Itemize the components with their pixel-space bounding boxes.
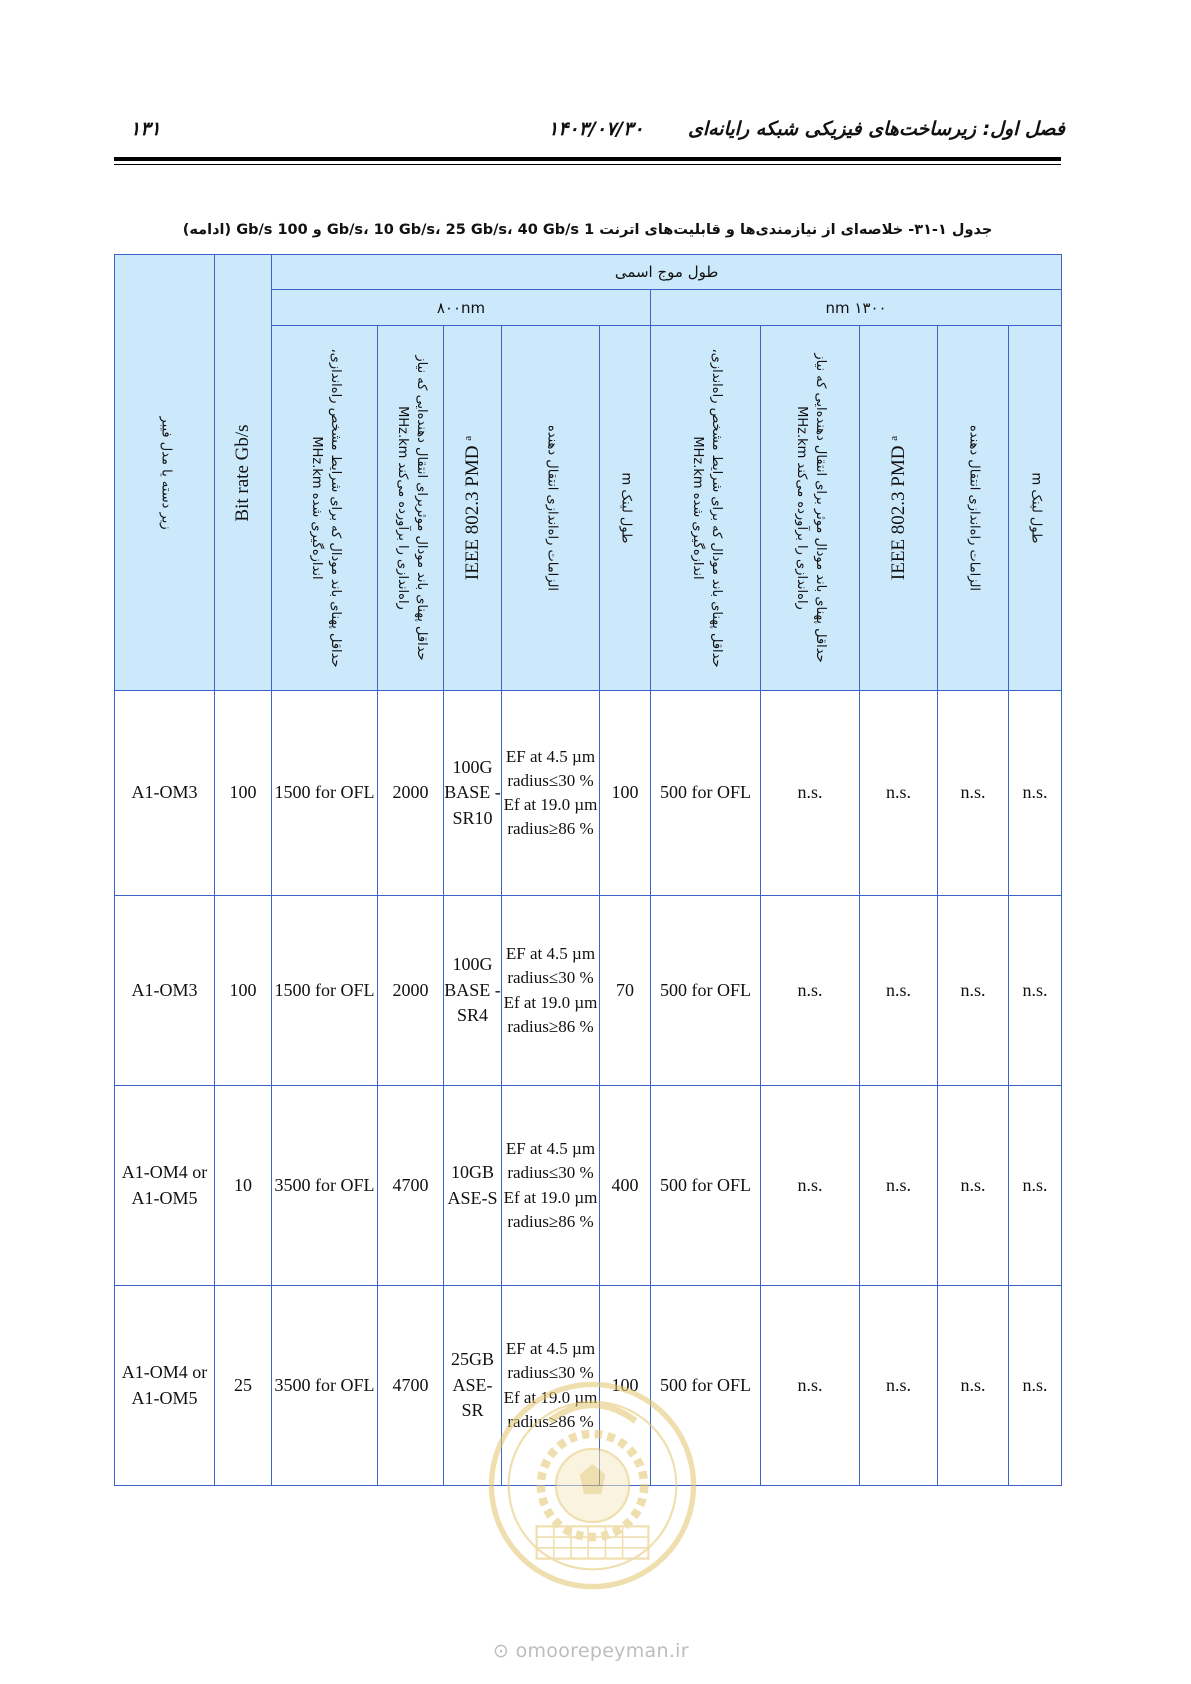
watermark-text: ⊙ omoorepeyman.ir: [493, 1640, 689, 1662]
cell-pmd: 10GB ASE-S: [444, 1086, 502, 1286]
header-rule-thick: [114, 157, 1061, 161]
table-caption: جدول ۱-۳۱- خلاصه‌ای از نیازمندی‌ها و قابلیت‌های اترنت 1 Gb/s، 10 Gb/s، 25 Gb/s، 40 Gb/s و 100 Gb/s (ادامه): [182, 222, 993, 238]
cell-pmd: 25GB ASE- SR: [444, 1286, 502, 1486]
table-row: [115, 1086, 1062, 1286]
table-row: [115, 691, 1062, 896]
header-bit-rate: Bit rate Gb/s: [215, 255, 272, 691]
cell-eff-1300: n.s.: [761, 1286, 860, 1486]
header-850-min-bandwidth-ofl: حداقل پهنای باند مودال که برای شرایط مشخص راه‌اندازی، اندازه‌گیری شده MHz.km: [272, 326, 378, 691]
cell-bw-ofl: 1500 for OFL: [272, 691, 378, 896]
cell-eff-1300: n.s.: [761, 896, 860, 1086]
cell-eff-bw: 4700: [378, 1286, 444, 1486]
cell-bw-1300: 500 for OFL: [651, 1286, 761, 1486]
cell-bw-ofl: 1500 for OFL: [272, 896, 378, 1086]
header-subcategory: زیر دسته یا مدل فیبر: [115, 255, 215, 691]
page-date: ۱۴۰۳/۰۷/۳۰: [548, 118, 644, 140]
cell-link: 100: [600, 1286, 651, 1486]
header-850-launch-requirements: الزامات راه‌اندازی انتقال دهنده: [502, 326, 600, 691]
cell-subcategory: A1-OM4 or A1-OM5: [115, 1286, 215, 1486]
cell-link-1300: n.s.: [1009, 1286, 1062, 1486]
cell-pmd-1300: n.s.: [860, 691, 938, 896]
header-wavelength-1300: ۱۳۰۰ nm: [651, 290, 1062, 326]
chapter-title: فصل اول: زیرساخت‌های فیزیکی شبکه رایانه‌ای: [687, 118, 1065, 140]
header-850-link-length: طول لینک m: [600, 326, 651, 691]
header-850-pmd: IEEE 802.3 PMD $^a$: [444, 326, 502, 691]
cell-launch: EF at 4.5 µm radius≤30 % Ef at 19.0 µm radius≥86 %: [502, 1086, 600, 1286]
header-850-min-effective-bandwidth: حداقل پهنای باند مودال موثربرای انتقال دهنده‌ایی که نیاز راه‌اندازی را برآورده می‌کند MHz.km: [378, 326, 444, 691]
cell-bw-1300: 500 for OFL: [651, 896, 761, 1086]
cell-bw-1300: 500 for OFL: [651, 691, 761, 896]
cell-link-1300: n.s.: [1009, 691, 1062, 896]
cell-pmd-1300: n.s.: [860, 1086, 938, 1286]
cell-eff-bw: 2000: [378, 691, 444, 896]
header-1300-link-length: طول لینک m: [1009, 326, 1062, 691]
cell-subcategory: A1-OM4 or A1-OM5: [115, 1086, 215, 1286]
footnote-a: a: [887, 435, 900, 441]
cell-launch-1300: n.s.: [938, 691, 1009, 896]
cell-eff-1300: n.s.: [761, 691, 860, 896]
seal-logo-icon: [485, 1378, 700, 1593]
cell-bitrate: 25: [215, 1286, 272, 1486]
cell-pmd: 100G BASE -SR10: [444, 691, 502, 896]
cell-link: 400: [600, 1086, 651, 1286]
header-1300-launch-requirements: الزامات راه‌اندازی انتقال دهنده: [938, 326, 1009, 691]
cell-link: 70: [600, 896, 651, 1086]
cell-subcategory: A1-OM3: [115, 691, 215, 896]
cell-link-1300: n.s.: [1009, 896, 1062, 1086]
cell-pmd-1300: n.s.: [860, 1286, 938, 1486]
cell-bw-ofl: 3500 for OFL: [272, 1286, 378, 1486]
header-nominal-wavelength: طول موج اسمی: [272, 255, 1062, 290]
cell-launch-1300: n.s.: [938, 896, 1009, 1086]
cell-bitrate: 100: [215, 691, 272, 896]
cell-bitrate: 100: [215, 896, 272, 1086]
header-1300-min-bandwidth-ofl: حداقل پهنای باند مودال که برای شرایط مشخص راه‌اندازی، اندازه‌گیری شده MHz.km: [651, 326, 761, 691]
cell-pmd-1300: n.s.: [860, 896, 938, 1086]
cell-link-1300: n.s.: [1009, 1086, 1062, 1286]
cell-link: 100: [600, 691, 651, 896]
footnote-a: a: [461, 435, 474, 441]
cell-eff-bw: 2000: [378, 896, 444, 1086]
cell-bw-ofl: 3500 for OFL: [272, 1086, 378, 1286]
cell-eff-1300: n.s.: [761, 1086, 860, 1286]
cell-eff-bw: 4700: [378, 1086, 444, 1286]
cell-launch-1300: n.s.: [938, 1286, 1009, 1486]
cell-launch: EF at 4.5 µm radius≤30 % Ef at 19.0 µm radius≥86 %: [502, 896, 600, 1086]
cell-bitrate: 10: [215, 1086, 272, 1286]
header-1300-min-effective-bandwidth: حداقل پهنای باند مودال موثر برای انتقال دهنده‌ایی که نیاز راه‌اندازی را برآورده می‌کند MHz.km: [761, 326, 860, 691]
table-row: [115, 896, 1062, 1086]
header-wavelength-850: ۸۰۰nm: [272, 290, 651, 326]
cell-bw-1300: 500 for OFL: [651, 1086, 761, 1286]
ethernet-spec-table: [114, 254, 1062, 1486]
cell-launch: EF at 4.5 µm radius≤30 % Ef at 19.0 µm radius≥86 %: [502, 691, 600, 896]
cell-launch-1300: n.s.: [938, 1086, 1009, 1286]
page-number: ۱۳۱: [130, 118, 161, 140]
header-1300-pmd: IEEE 802.3 PMD $^a$: [860, 326, 938, 691]
cell-subcategory: A1-OM3: [115, 896, 215, 1086]
header-rule-thin: [114, 164, 1061, 165]
cell-launch: EF at 4.5 µm radius≤30 % Ef at 19.0 µm radius≥86 %: [502, 1286, 600, 1486]
cell-pmd: 100G BASE -SR4: [444, 896, 502, 1086]
